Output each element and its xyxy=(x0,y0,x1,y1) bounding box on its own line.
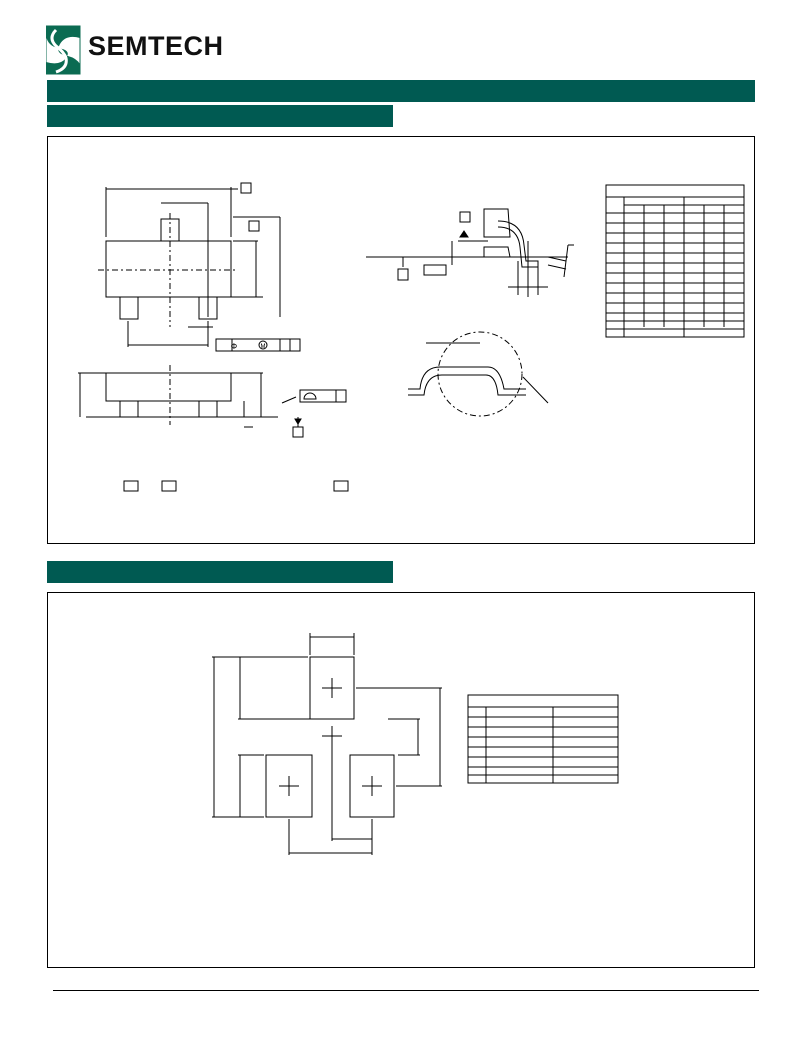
outline-drawing xyxy=(48,137,754,543)
position-tolerance-icon: Φ xyxy=(230,342,238,351)
land-pattern-frame xyxy=(47,592,755,968)
note-box-3 xyxy=(334,481,348,491)
lead-detail-view xyxy=(366,209,574,297)
footer-rule xyxy=(53,990,759,991)
side-view xyxy=(78,365,346,437)
section-title-land-pattern xyxy=(47,561,393,583)
feature-control-frame xyxy=(216,339,300,351)
max-material-symbol: M xyxy=(260,344,266,350)
dimensions-table xyxy=(606,185,744,337)
land-pattern-table xyxy=(468,695,618,783)
note-box-1 xyxy=(124,481,138,491)
semtech-logo xyxy=(46,24,86,76)
section-title-outline xyxy=(47,105,393,127)
brand-name: SEMTECH xyxy=(88,31,224,61)
top-view xyxy=(98,183,300,351)
land-pattern-drawing xyxy=(48,593,754,967)
outline-drawing-frame xyxy=(47,136,755,544)
profile-semicircle-icon xyxy=(304,393,316,399)
lead-detail-circle xyxy=(408,332,548,416)
profile-control-frame xyxy=(300,390,346,402)
semtech-s-logo-icon xyxy=(46,26,80,74)
header-band xyxy=(47,80,755,102)
note-box-2 xyxy=(162,481,176,491)
